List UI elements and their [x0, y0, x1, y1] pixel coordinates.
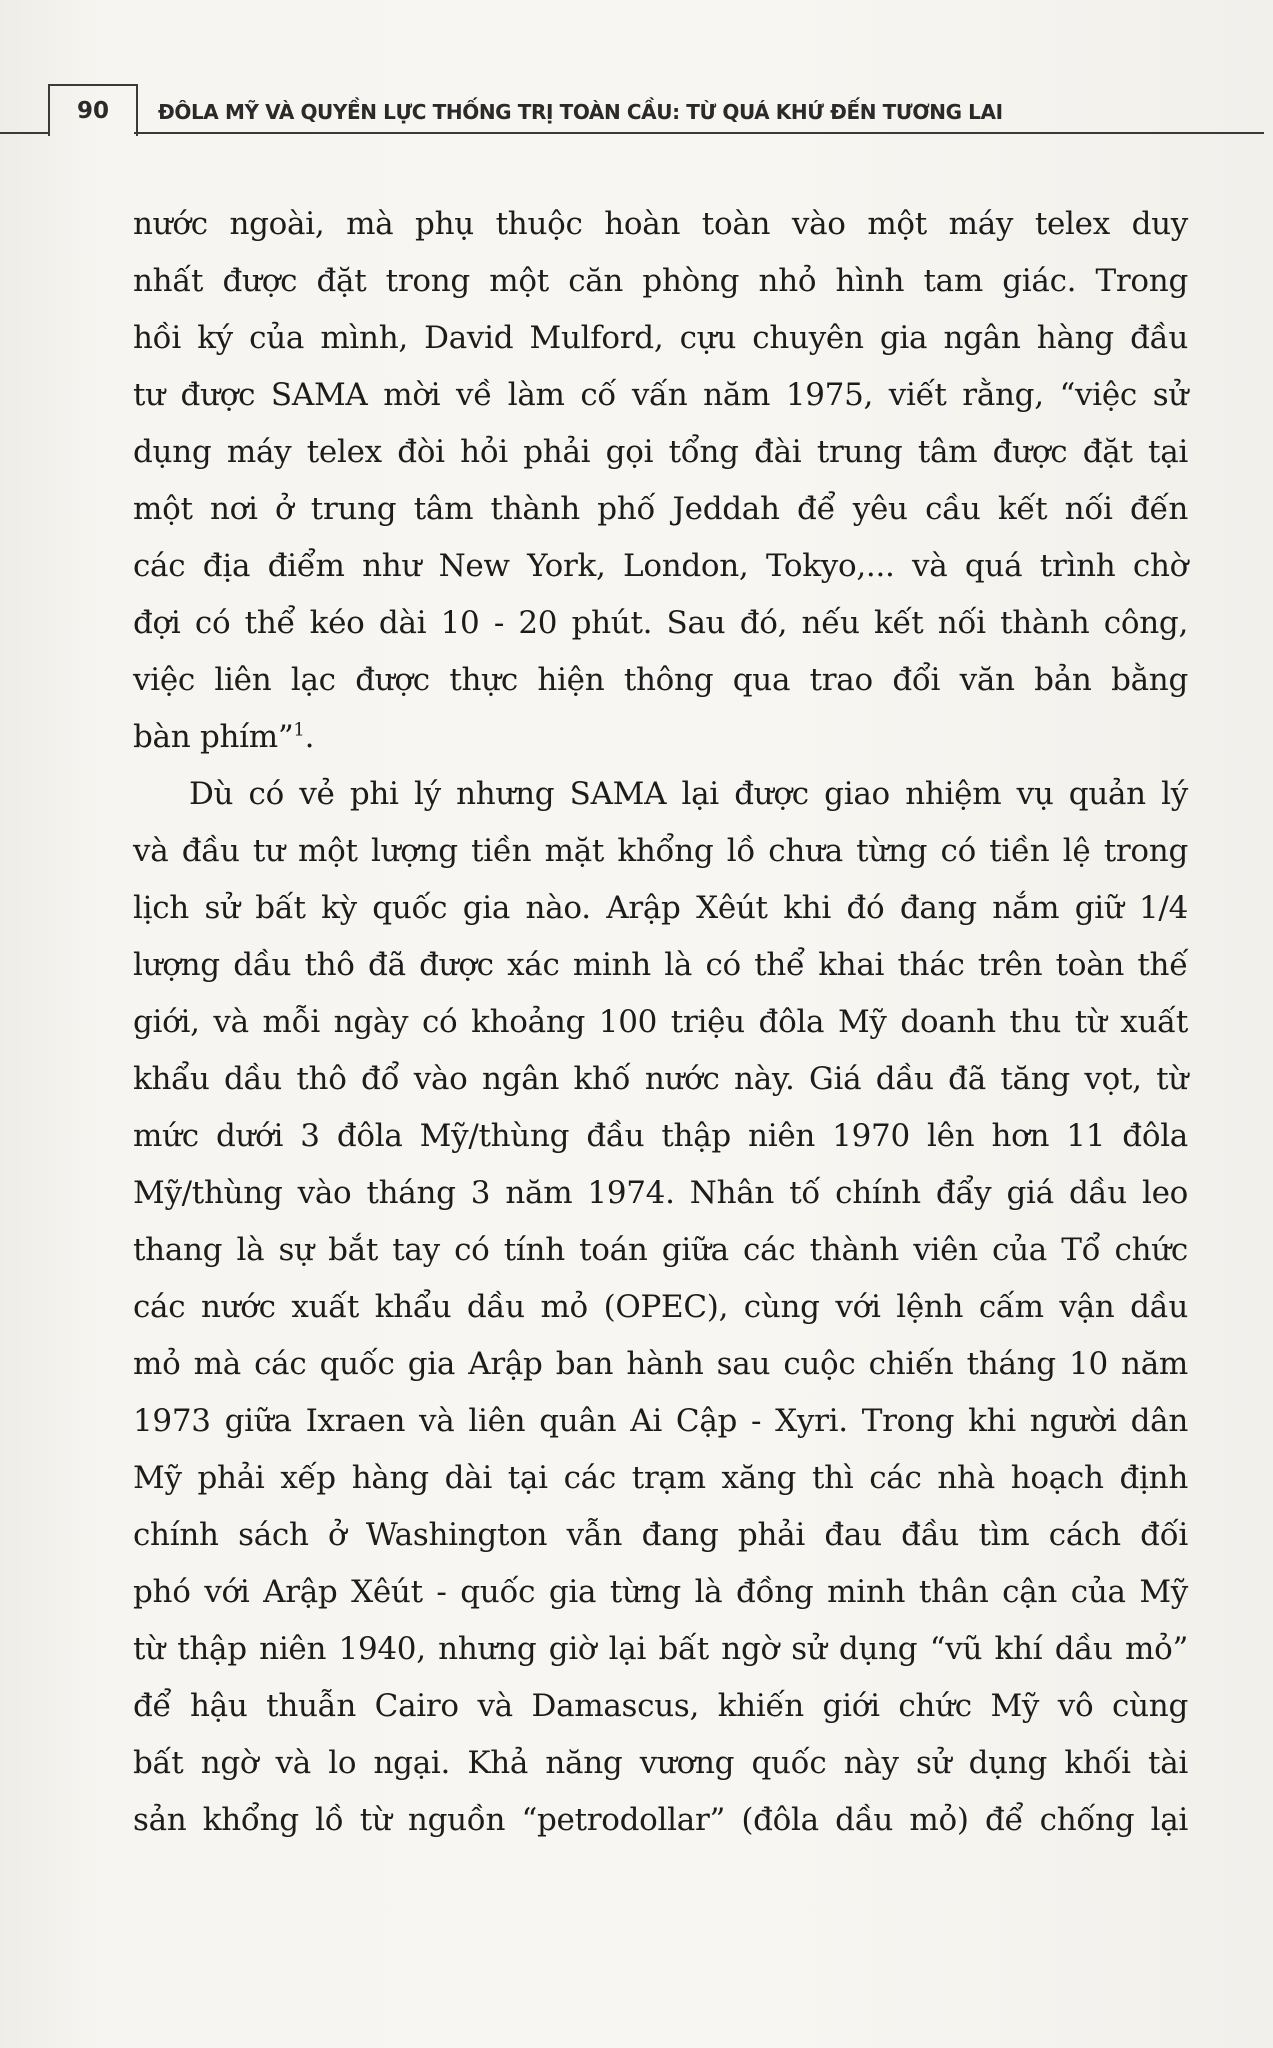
paragraph-2: [133, 766, 1188, 1849]
text-line: hồi ký của mình, David Mulford, cựu chuyên gia ngân hàng đầu: [133, 320, 1188, 356]
text-line: khẩu dầu thô đổ vào ngân khố nước này. Giá dầu đã tăng vọt, từ: [133, 1061, 1188, 1097]
text-line: sản khổng lồ từ nguồn “petrodollar” (đôla dầu mỏ) để chống lại: [133, 1802, 1188, 1838]
page-header: [0, 70, 1273, 140]
text-line: để hậu thuẫn Cairo và Damascus, khiến giới chức Mỹ vô cùng: [133, 1688, 1188, 1724]
text-line: nhất được đặt trong một căn phòng nhỏ hình tam giác. Trong: [133, 263, 1188, 299]
text-line-last: [133, 709, 1188, 766]
text-line: bất ngờ và lo ngại. Khả năng vương quốc này sử dụng khối tài: [133, 1745, 1188, 1781]
paragraph-1: [133, 196, 1188, 766]
header-rule-right: [134, 132, 1264, 134]
text-line: thang là sự bắt tay có tính toán giữa các thành viên của Tổ chức: [133, 1232, 1188, 1268]
text-line-content: bàn phím”: [133, 719, 294, 755]
text-line: nước ngoài, mà phụ thuộc hoàn toàn vào một máy telex duy: [133, 206, 1188, 242]
body-text: [133, 196, 1188, 1849]
page-number: 90: [76, 98, 109, 124]
text-line: phó với Arập Xêút - quốc gia từng là đồng minh thân cận của Mỹ: [133, 1574, 1188, 1610]
text-line: từ thập niên 1940, nhưng giờ lại bất ngờ sử dụng “vũ khí dầu mỏ”: [133, 1631, 1188, 1667]
text-line: Mỹ/thùng vào tháng 3 năm 1974. Nhân tố chính đẩy giá dầu leo: [133, 1175, 1188, 1211]
text-line: đợi có thể kéo dài 10 - 20 phút. Sau đó, nếu kết nối thành công,: [133, 605, 1188, 641]
text-line: tư được SAMA mời về làm cố vấn năm 1975, viết rằng, “việc sử: [133, 377, 1188, 413]
text-line: và đầu tư một lượng tiền mặt khổng lồ chưa từng có tiền lệ trong: [133, 833, 1188, 869]
text-line: các nước xuất khẩu dầu mỏ (OPEC), cùng với lệnh cấm vận dầu: [133, 1289, 1188, 1325]
text-line: giới, và mỗi ngày có khoảng 100 triệu đôla Mỹ doanh thu từ xuất: [133, 1004, 1188, 1040]
footnote-marker[interactable]: 1: [293, 719, 305, 741]
text-line: mỏ mà các quốc gia Arập ban hành sau cuộc chiến tháng 10 năm: [133, 1346, 1188, 1382]
text-line: chính sách ở Washington vẫn đang phải đau đầu tìm cách đối: [133, 1517, 1188, 1553]
text-line: lịch sử bất kỳ quốc gia nào. Arập Xêút khi đó đang nắm giữ 1/4: [133, 890, 1188, 926]
text-line: một nơi ở trung tâm thành phố Jeddah để yêu cầu kết nối đến: [133, 491, 1188, 527]
text-line: lượng dầu thô đã được xác minh là có thể khai thác trên toàn thế: [133, 947, 1188, 983]
text-line: 1973 giữa Ixraen và liên quân Ai Cập - Xyri. Trong khi người dân: [133, 1403, 1188, 1439]
text-line: Mỹ phải xếp hàng dài tại các trạm xăng thì các nhà hoạch định: [133, 1460, 1188, 1496]
end-punctuation: .: [304, 719, 315, 755]
text-line: dụng máy telex đòi hỏi phải gọi tổng đài trung tâm được đặt tại: [133, 434, 1188, 470]
text-line: mức dưới 3 đôla Mỹ/thùng đầu thập niên 1970 lên hơn 11 đôla: [133, 1118, 1188, 1154]
text-line: các địa điểm như New York, London, Tokyo,... và quá trình chờ: [133, 548, 1188, 584]
text-line-first: Dù có vẻ phi lý nhưng SAMA lại được giao nhiệm vụ quản lý: [189, 776, 1188, 812]
running-title: ĐÔLA MỸ VÀ QUYỀN LỰC THỐNG TRỊ TOÀN CẦU: TỪ QUÁ KHỨ ĐẾN TƯƠNG LAI: [158, 100, 1003, 124]
text-line: việc liên lạc được thực hiện thông qua trao đổi văn bản bằng: [133, 662, 1188, 698]
header-rule-left: [0, 132, 50, 134]
